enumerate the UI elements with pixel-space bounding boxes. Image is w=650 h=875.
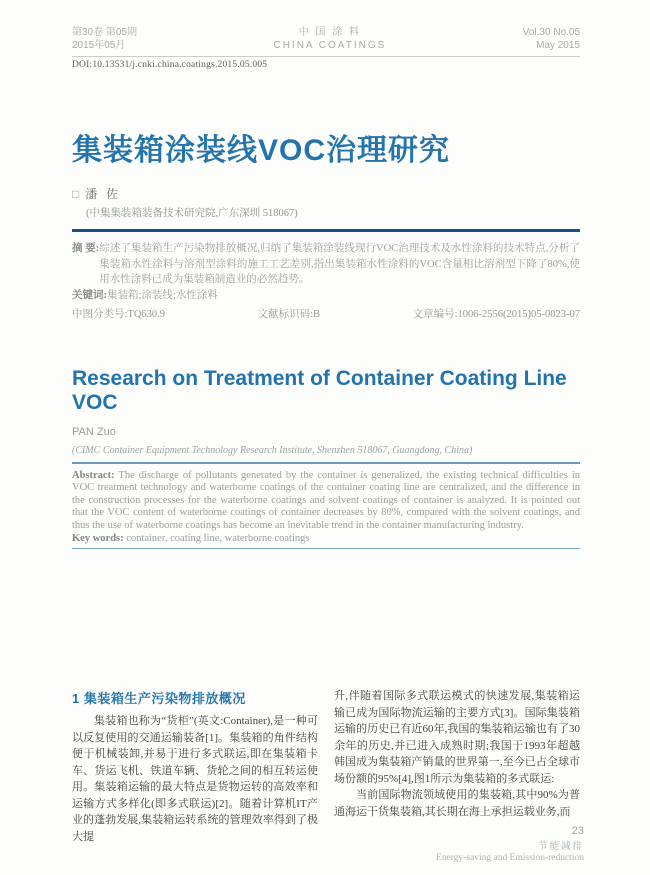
header-issue-info <box>72 26 137 52</box>
doc-code-value: B <box>313 309 321 320</box>
doi-line: DOI:10.13531/j.cnki.china.coatings.2015.05.005 <box>72 60 268 70</box>
abstract-en-label: Abstract: <box>72 469 115 481</box>
clc-number <box>72 307 165 323</box>
affiliation-cn: (中集集装箱装备技术研究院,广东深圳 518067) <box>86 208 298 219</box>
section-1-heading: 1 集装箱生产污染物排放概况 <box>72 691 246 707</box>
body-paragraph: 集装箱也称为“货柜”(英文:Container),是一种可以反复使用的交通运输装备[1]。集装箱的角件结构便于机械装卸,并易于进行多式联运,即在集装箱卡车、货运飞机、铁道车辆、货轮之间的相互转运使用。集装箱运输的最大特点是货物运转的高效率和运输方式多样化(即多式联运)[2]。随着计算机IT产业的蓬勃发展,集装箱运转系统的管理效率得到了极大提 <box>72 715 318 843</box>
body-column-right <box>334 688 580 845</box>
article-id-value: 1006-2556(2015)05-0023-07 <box>457 309 580 320</box>
affiliation-en: (CIMC Container Equipment Technology Research Institute, Shenzhen 518067, Guangdong, China) <box>72 444 473 456</box>
page-footer <box>436 825 584 863</box>
footer-column-title-cn: 节能减排 <box>537 842 584 852</box>
keywords-en <box>72 533 580 544</box>
article-id <box>413 307 580 323</box>
abstract-en-bottom-divider <box>72 548 580 549</box>
author-marker-icon: □ <box>72 187 80 201</box>
article-title-en: Research on Treatment of Container Coating Line VOC <box>72 366 567 414</box>
issue-date-cn: 2015年05月 <box>72 40 126 51</box>
doc-code <box>258 307 320 323</box>
keywords-cn <box>72 288 580 304</box>
body-column-left <box>72 688 318 845</box>
author-name-cn: 潘 佐 <box>85 187 122 201</box>
abstract-cn-text: 综述了集装箱生产污染物排放概况,归纳了集装箱涂装线现行VOC治理技术及水性涂料的技术特点,分析了集装箱水性涂料与溶剂型涂料的施工工艺差别,指出集装箱水性涂料的VOC含量相比溶剂型下降了80%,使用水性涂料已成为集装箱制造业的必然趋势。 <box>99 243 581 285</box>
abstract-en-top-divider <box>72 462 580 464</box>
journal-name-en: CHINA COATINGS <box>273 40 387 51</box>
author-line-cn <box>72 185 580 202</box>
keywords-cn-text: 集装箱;涂装线;水性涂料 <box>107 289 218 301</box>
abstract-en-text: The discharge of pollutants generated by the container is generalized, the existing technical difficulties in VOC treatment technology and waterborne coatings of the container coating line are centralized, and the difference in the construction processes for the waterborne coatings and solvent coatings of container is analyzed. It is pointed out that the VOC content of waterborne coatings of container decreases by 80%, compared with the solvent coatings, and thus the use of waterborne coatings has become an inevitable trend in the container manufacturing industry. <box>72 469 580 531</box>
clc-label: 中图分类号: <box>72 309 128 320</box>
title-divider <box>72 229 580 232</box>
abstract-en <box>72 470 580 533</box>
header-journal-name <box>273 26 386 52</box>
vol-no-en: Vol.30 No.05 <box>522 27 580 38</box>
keywords-en-label: Key words: <box>72 533 124 545</box>
header-vol-info <box>523 26 580 52</box>
body-paragraph: 当前国际物流领域使用的集装箱,其中90%为普通海运干货集装箱,其长期在海上承担运载业务,而 <box>334 789 580 818</box>
volume-issue: 第30卷 第05期 <box>72 27 138 38</box>
keywords-en-text: container, coating line, waterborne coatings <box>123 533 310 545</box>
clc-value: TQ630.9 <box>127 309 166 320</box>
abstract-cn-label: 摘 要: <box>72 243 100 254</box>
doc-code-label: 文献标识码: <box>257 309 314 320</box>
body-paragraph: 升,伴随着国际多式联运模式的快速发展,集装箱运输已成为国际物流运输的主要方式[3]。国际集装箱运输的历史已有近60年,我国的集装箱运输也有了30余年的历史,并已进入成熟时期;我国于1993年超越韩国成为集装箱产销量的世界第一,至今已占全球市场份额的95%[4],图1所示为集装箱的多式联运: <box>334 690 580 785</box>
classification-row <box>72 307 580 323</box>
abstract-cn-block <box>72 241 580 323</box>
article-title-cn: 集装箱涂装线VOC治理研究 <box>72 134 451 167</box>
keywords-cn-label: 关键词: <box>72 289 107 301</box>
header-divider <box>72 56 580 57</box>
journal-header <box>72 26 580 52</box>
abstract-cn <box>72 241 580 288</box>
issue-date-en: May 2015 <box>536 40 580 51</box>
page-number: 23 <box>571 825 584 837</box>
author-name-en: PAN Zuo <box>72 425 116 438</box>
body-columns <box>72 688 580 845</box>
journal-name-cn: 中 国 涂 料 <box>298 27 362 38</box>
footer-column-title-en: Energy-saving and Emission-reduction <box>435 853 584 863</box>
article-id-label: 文章编号: <box>412 309 458 320</box>
